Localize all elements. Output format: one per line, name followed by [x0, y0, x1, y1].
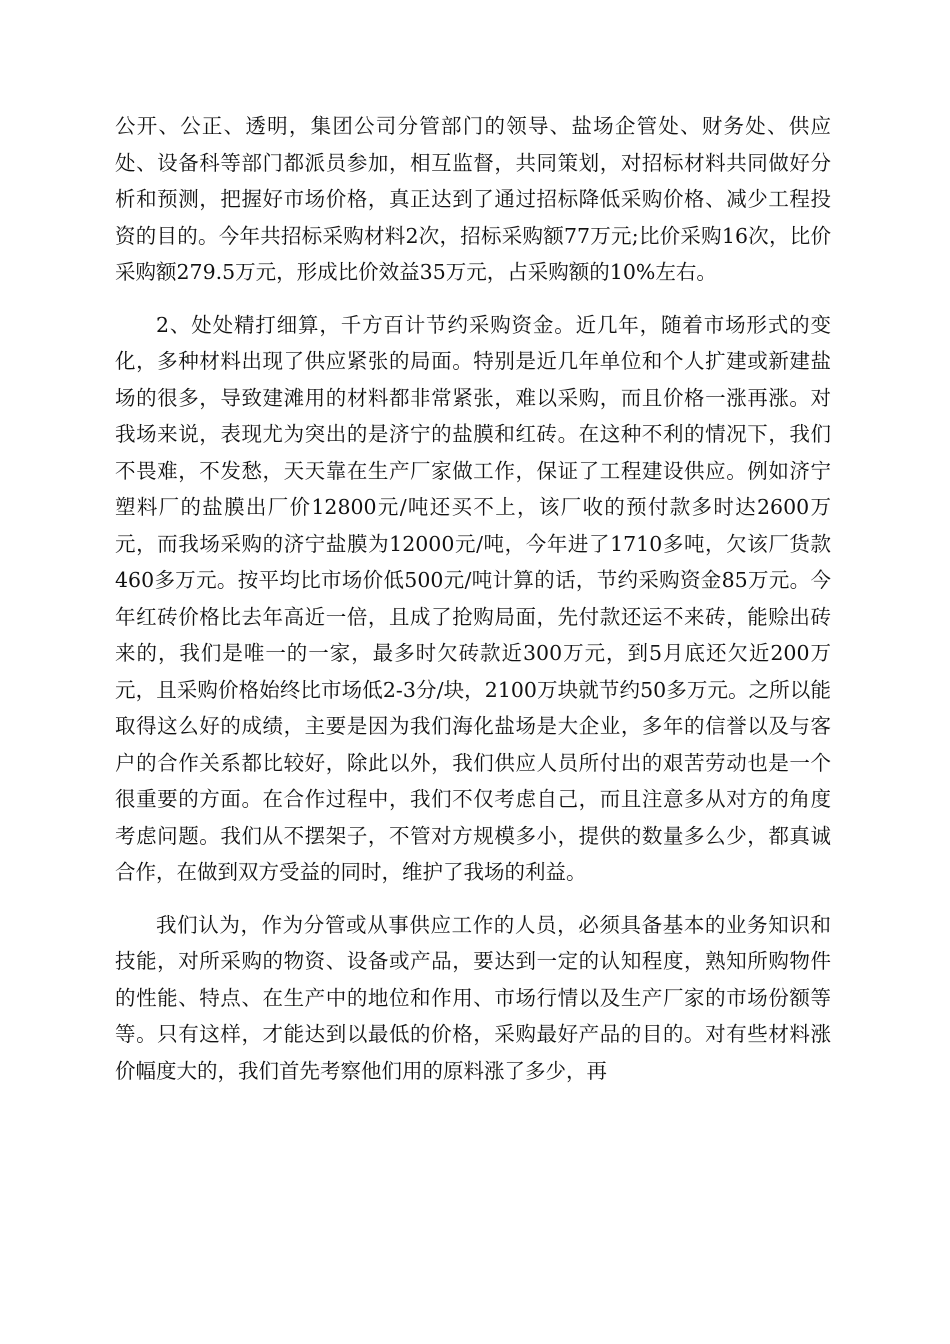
paragraph-staff-knowledge: 我们认为，作为分管或从事供应工作的人员，必须具备基本的业务知识和技能，对所采购的物资、设备或产品，要达到一定的认知程度，熟知所购物件的性能、特点、在生产中的地位和作用、市场行情以及生产厂家的市场份额等等。只有这样，才能达到以最低的价格，采购最好产品的目的。对有些材料涨价幅度大的，我们首先考察他们用的原料涨了多少，再 [115, 912, 831, 1083]
paragraph-cost-saving: 2、处处精打细算，千方百计节约采购资金。近几年，随着市场形式的变化，多种材料出现了供应紧张的局面。特别是近几年单位和个人扩建或新建盐场的很多，导致建滩用的材料都非常紧张，难以采购，而且价格一涨再涨。对我场来说，表现尤为突出的是济宁的盐膜和红砖。在这种不利的情况下，我们不畏难，不发愁，天天靠在生产厂家做工作，保证了工程建设供应。例如济宁塑料厂的盐膜出厂价12800元/吨还买不上，该厂收的预付款多时达2600万元，而我场采购的济宁盐膜为12000元/吨，今年进了1710多吨，欠该厂货款460多万元。按平均比市场价低500元/吨计算的话，节约采购资金85万元。今年红砖价格比去年高近一倍，且成了抢购局面，先付款还运不来砖，能赊出砖来的，我们是唯一的一家，最多时欠砖款近300万元，到5月底还欠近200万元，且采购价格始终比市场低2-3分/块，2100万块就节约50多万元。之所以能取得这么好的成绩，主要是因为我们海化盐场是大企业，多年的信誉以及与客户的合作关系都比较好，除此以外，我们供应人员所付出的艰苦劳动也是一个很重要的方面。在合作过程中，我们不仅考虑自己，而且注意多从对方的角度考虑问题。我们从不摆架子，不管对方规模多小，提供的数量多么少，都真诚合作，在做到双方受益的同时，维护了我场的利益。 [115, 312, 831, 884]
paragraph-bidding-summary: 公开、公正、透明，集团公司分管部门的领导、盐场企管处、财务处、供应处、设备科等部门都派员参加，相互监督，共同策划，对招标材料共同做好分析和预测，把握好市场价格，真正达到了通过招标降低采购价格、减少工程投资的目的。今年共招标采购材料2次，招标采购额77万元;比价采购16次，比价采购额279.5万元，形成比价效益35万元，占采购额的10%左右。 [115, 114, 831, 284]
document-body [115, 108, 831, 1089]
